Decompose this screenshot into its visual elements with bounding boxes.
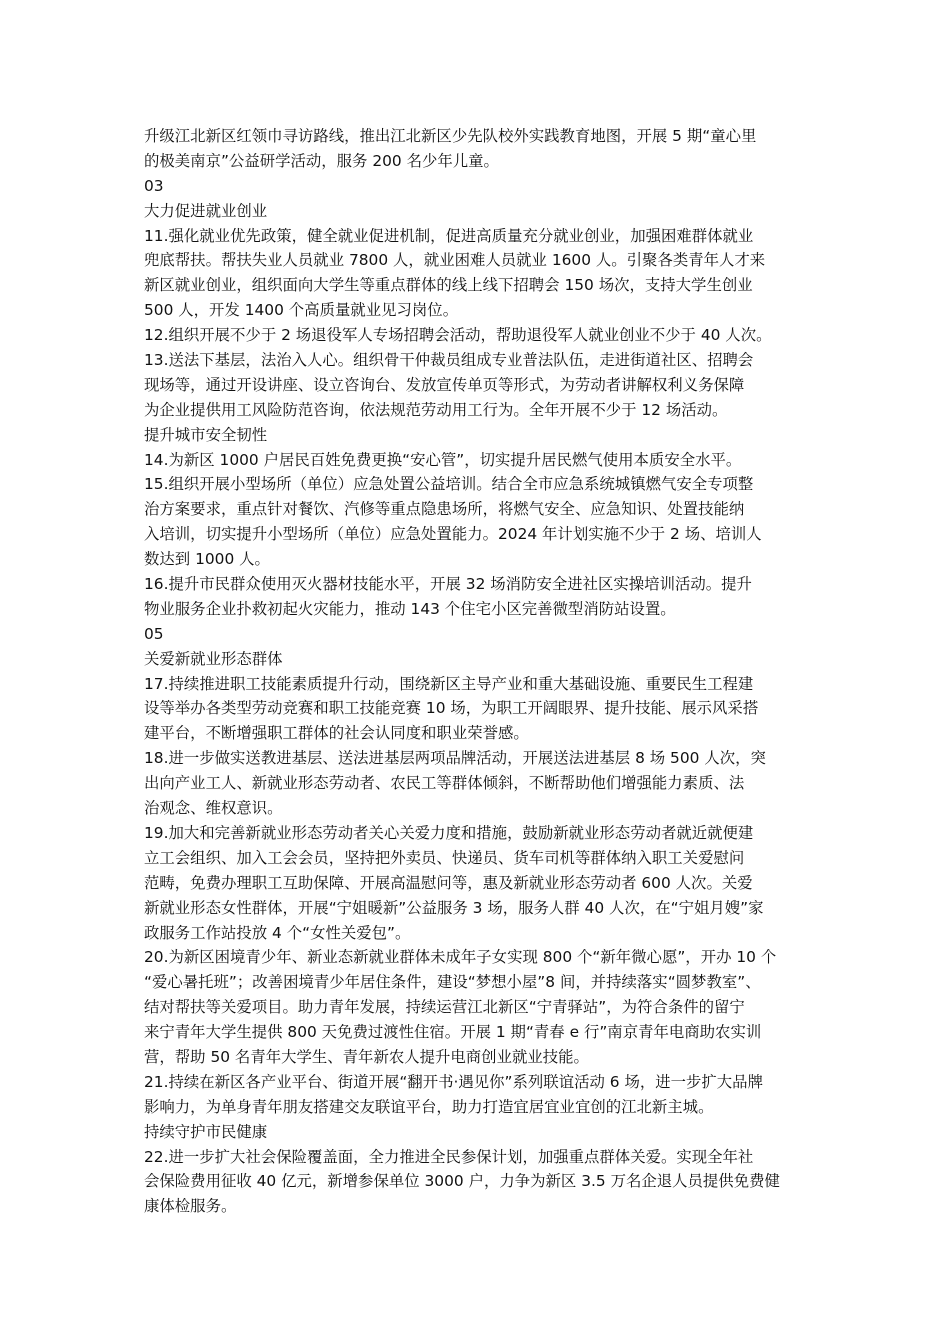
document-body	[144, 124, 808, 1219]
text-line: 治观念、维权意识。	[144, 799, 283, 818]
section-number: 05	[144, 624, 164, 643]
text-line: 数达到 1000 人。	[144, 550, 270, 569]
text-line: 现场等，通过开设讲座、设立咨询台、发放宣传单页等形式，为劳动者讲解权利义务保障	[144, 375, 745, 394]
text-line: 19.加大和完善新就业形态劳动者关心关爱力度和措施，鼓励新就业形态劳动者就近就便建	[144, 823, 754, 842]
text-line: 500 人，开发 1400 个高质量就业见习岗位。	[144, 301, 459, 320]
text-line: 康体检服务。	[144, 1197, 237, 1216]
text-line: 建平台，不断增强职工群体的社会认同度和职业荣誉感。	[144, 724, 529, 743]
text-line: 13.送法下基层，法治入人心。组织骨干仲裁员组成专业普法队伍，走进街道社区、招聘会	[144, 351, 754, 370]
text-line: 为企业提供用工风险防范咨询，依法规范劳动用工行为。全年开展不少于 12 场活动。	[144, 400, 728, 419]
text-line: 会保险费用征收 40 亿元，新增参保单位 3000 户，力争为新区 3.5 万名企退人员提供免费健	[144, 1172, 780, 1191]
text-line: 22.进一步扩大社会保险覆盖面，全力推进全民参保计划，加强重点群体关爱。实现全年社	[144, 1147, 754, 1166]
text-line: 设等举办各类型劳动竞赛和职工技能竞赛 10 场，为职工开阔眼界、提升技能、展示风采搭	[144, 699, 759, 718]
text-line: 结对帮扶等关爱项目。助力青年发展，持续运营江北新区“宁青驿站”，为符合条件的留宁	[144, 998, 745, 1017]
text-line: 15.组织开展小型场所（单位）应急处置公益培训。结合全市应急系统城镇燃气安全专项整	[144, 475, 754, 494]
text-line: 立工会组织、加入工会会员，坚持把外卖员、快递员、货车司机等群体纳入职工关爱慰问	[144, 848, 745, 867]
text-line: “爱心暑托班”；改善困境青少年居住条件，建设“梦想小屋”8 间，并持续落实“圆梦教室”、	[144, 973, 761, 992]
text-line: 治方案要求，重点针对餐饮、汽修等重点隐患场所，将燃气安全、应急知识、处置技能纳	[144, 500, 745, 519]
section-heading: 大力促进就业创业	[144, 201, 268, 220]
text-line: 兜底帮扶。帮扶失业人员就业 7800 人，就业困难人员就业 1600 人。引聚各类青年人才来	[144, 251, 766, 270]
text-line: 21.持续在新区各产业平台、街道开展“翻开书·遇见你”系列联谊活动 6 场，进一步扩大品牌	[144, 1072, 763, 1091]
section-number: 03	[144, 176, 164, 195]
text-line: 12.组织开展不少于 2 场退役军人专场招聘会活动，帮助退役军人就业创业不少于 40 人次。	[144, 326, 772, 345]
text-line: 影响力，为单身青年朋友搭建交友联谊平台，助力打造宜居宜业宜创的江北新主城。	[144, 1097, 714, 1116]
text-line: 新区就业创业，组织面向大学生等重点群体的线上线下招聘会 150 场次，支持大学生创业	[144, 276, 753, 295]
section-heading: 关爱新就业形态群体	[144, 649, 283, 668]
text-line: 来宁青年大学生提供 800 天免费过渡性住宿。开展 1 期“青春 e 行”南京青年电商助农实训	[144, 1023, 762, 1042]
text-line: 入培训，切实提升小型场所（单位）应急处置能力。2024 年计划实施不少于 2 场、培训人	[144, 525, 762, 544]
text-line: 的极美南京”公益研学活动，服务 200 名少年儿童。	[144, 151, 499, 170]
text-line: 14.为新区 1000 户居民百姓免费更换“安心管”，切实提升居民燃气使用本质安全水平。	[144, 450, 742, 469]
text-line: 出向产业工人、新就业形态劳动者、农民工等群体倾斜，不断帮助他们增强能力素质、法	[144, 774, 745, 793]
text-line: 物业服务企业扑救初起火灾能力，推动 143 个住宅小区完善微型消防站设置。	[144, 599, 676, 618]
text-line: 新就业形态女性群体，开展“宁姐暖新”公益服务 3 场，服务人群 40 人次，在“宁姐月嫂”家	[144, 898, 764, 917]
text-line: 政服务工作站投放 4 个“女性关爱包”。	[144, 923, 411, 942]
section-heading: 持续守护市民健康	[144, 1122, 268, 1141]
section-heading: 提升城市安全韧性	[144, 425, 268, 444]
text-line: 18.进一步做实送教进基层、送法进基层两项品牌活动，开展送法进基层 8 场 500 人次，突	[144, 749, 766, 768]
text-line: 17.持续推进职工技能素质提升行动，围绕新区主导产业和重大基础设施、重要民生工程建	[144, 674, 754, 693]
text-line: 营，帮助 50 名青年大学生、青年新农人提升电商创业就业技能。	[144, 1047, 589, 1066]
text-line: 11.强化就业优先政策，健全就业促进机制，促进高质量充分就业创业，加强困难群体就业	[144, 226, 754, 245]
text-line: 升级江北新区红领巾寻访路线，推出江北新区少先队校外实践教育地图，开展 5 期“童心里	[144, 127, 757, 145]
text-line: 范畴，免费办理职工互助保障、开展高温慰问等，惠及新就业形态劳动者 600 人次。关爱	[144, 873, 753, 892]
text-line: 20.为新区困境青少年、新业态新就业群体未成年子女实现 800 个“新年微心愿”，开办 10 个	[144, 948, 777, 967]
text-line: 16.提升市民群众使用灭火器材技能水平，开展 32 场消防安全进社区实操培训活动。提升	[144, 575, 752, 594]
